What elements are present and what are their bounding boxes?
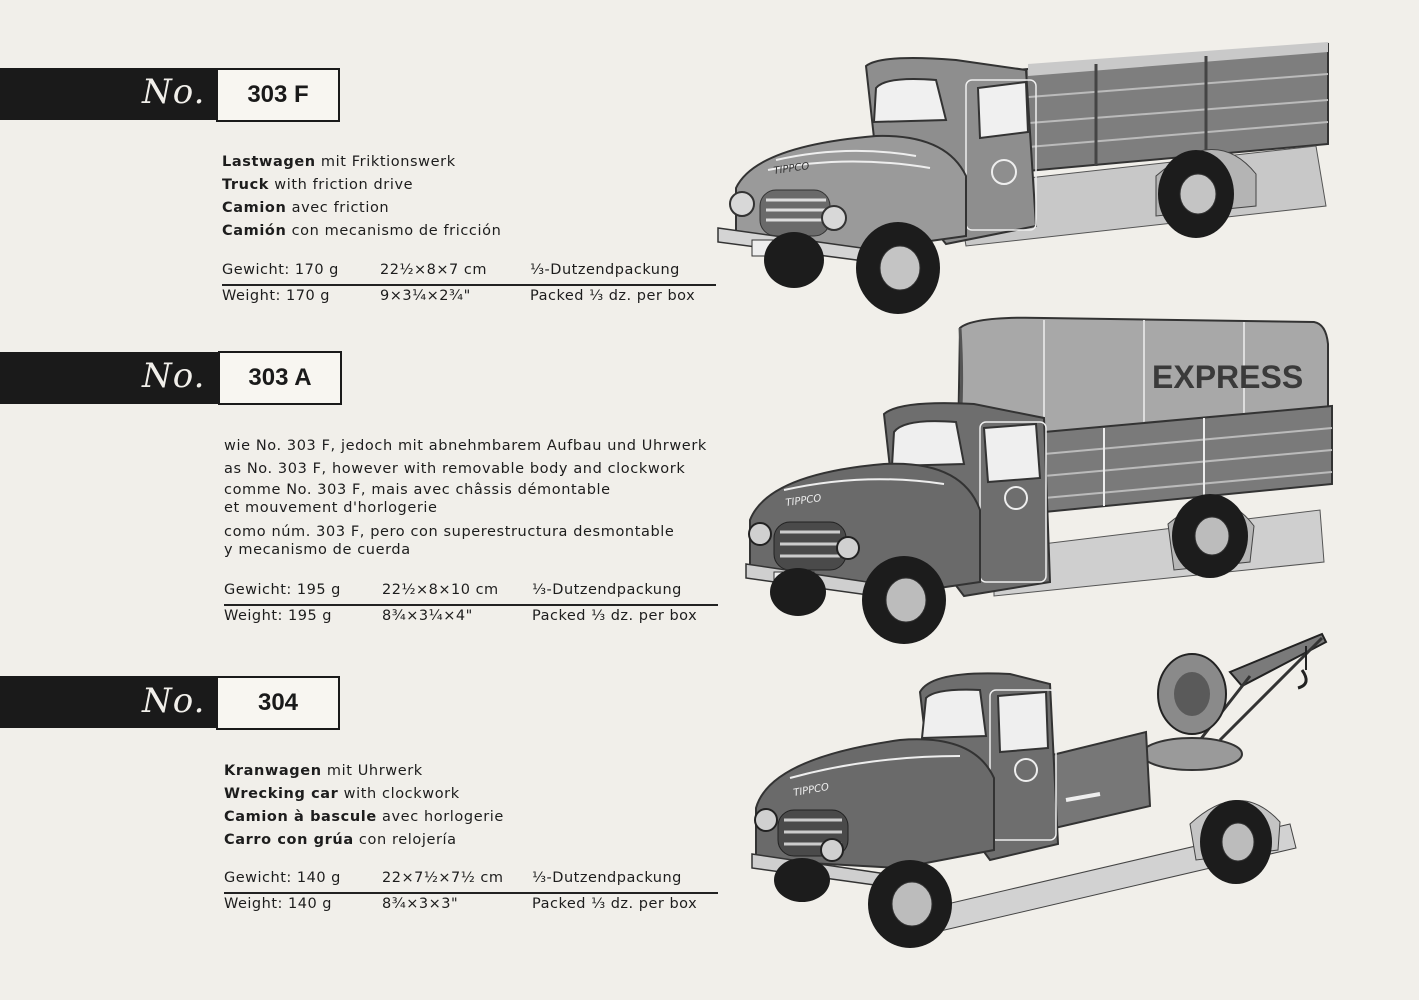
spec-size: 8¾×3×3"	[382, 896, 459, 912]
no-label: No.	[142, 356, 206, 396]
spec-row-de	[222, 258, 716, 284]
spec-weight: Weight: 195 g	[224, 608, 332, 624]
hood-brand: TIPPCO	[784, 493, 823, 509]
description-line: wie No. 303 F, jedoch mit abnehmbarem Aufbau und Uhrwerk	[224, 438, 707, 454]
product-number-box: 303 F	[216, 68, 340, 122]
product-number-box: 303 A	[218, 351, 342, 405]
truck-303a-image	[744, 314, 1336, 646]
spec-table	[224, 578, 718, 630]
spec-pack: Packed ⅓ dz. per box	[532, 896, 698, 912]
spec-table	[222, 258, 716, 310]
description-line: Carro con grúa con relojería	[224, 832, 457, 848]
description-line: Camión con mecanismo de fricción	[222, 223, 502, 239]
hood-brand: TIPPCO	[792, 781, 830, 799]
spec-row-de	[224, 578, 718, 604]
spec-weight: Gewicht: 170 g	[222, 262, 339, 278]
truck-304-image	[750, 628, 1330, 952]
spec-weight: Weight: 170 g	[222, 288, 330, 304]
spec-size: 22×7½×7½ cm	[382, 870, 504, 886]
description-line: como núm. 303 F, pero con superestructura desmontable	[224, 524, 675, 540]
product-number-box: 304	[216, 676, 340, 730]
product-description	[222, 151, 501, 243]
spec-row-de	[224, 866, 718, 892]
spec-row-en	[222, 284, 716, 310]
description-line: Kranwagen mit Uhrwerk	[224, 763, 423, 779]
spec-pack: Packed ⅓ dz. per box	[530, 288, 696, 304]
truck-303f-image	[716, 36, 1336, 320]
spec-size: 8¾×3¼×4"	[382, 608, 473, 624]
spec-weight: Gewicht: 195 g	[224, 582, 341, 598]
product-description	[224, 760, 504, 852]
description-line: Truck with friction drive	[222, 177, 414, 193]
description-line: Lastwagen mit Friktionswerk	[222, 154, 456, 170]
spec-pack: ⅓-Dutzendpackung	[532, 582, 682, 598]
spec-size: 9×3¼×2¾"	[380, 288, 471, 304]
hood-brand: TIPPCO	[772, 161, 811, 177]
spec-row-en	[224, 892, 718, 918]
spec-pack: ⅓-Dutzendpackung	[532, 870, 682, 886]
spec-table	[224, 866, 718, 918]
spec-row-en	[224, 604, 718, 630]
no-label: No.	[142, 72, 206, 112]
description-line: Wrecking car with clockwork	[224, 786, 460, 802]
description-line: et mouvement d'horlogerie	[224, 500, 438, 516]
spec-size: 22½×8×7 cm	[380, 262, 487, 278]
product-description	[224, 435, 707, 559]
description-line: Camion avec friction	[222, 200, 390, 216]
spec-weight: Weight: 140 g	[224, 896, 332, 912]
description-line: y mecanismo de cuerda	[224, 542, 411, 558]
spec-weight: Gewicht: 140 g	[224, 870, 341, 886]
spec-size: 22½×8×10 cm	[382, 582, 499, 598]
description-line: as No. 303 F, however with removable body and clockwork	[224, 461, 686, 477]
spec-pack: ⅓-Dutzendpackung	[530, 262, 680, 278]
description-line: Camion à bascule avec horlogerie	[224, 809, 504, 825]
no-label: No.	[142, 681, 206, 721]
spec-pack: Packed ⅓ dz. per box	[532, 608, 698, 624]
description-line: comme No. 303 F, mais avec châssis démontable	[224, 482, 611, 498]
tarp-text: EXPRESS	[1152, 359, 1304, 395]
